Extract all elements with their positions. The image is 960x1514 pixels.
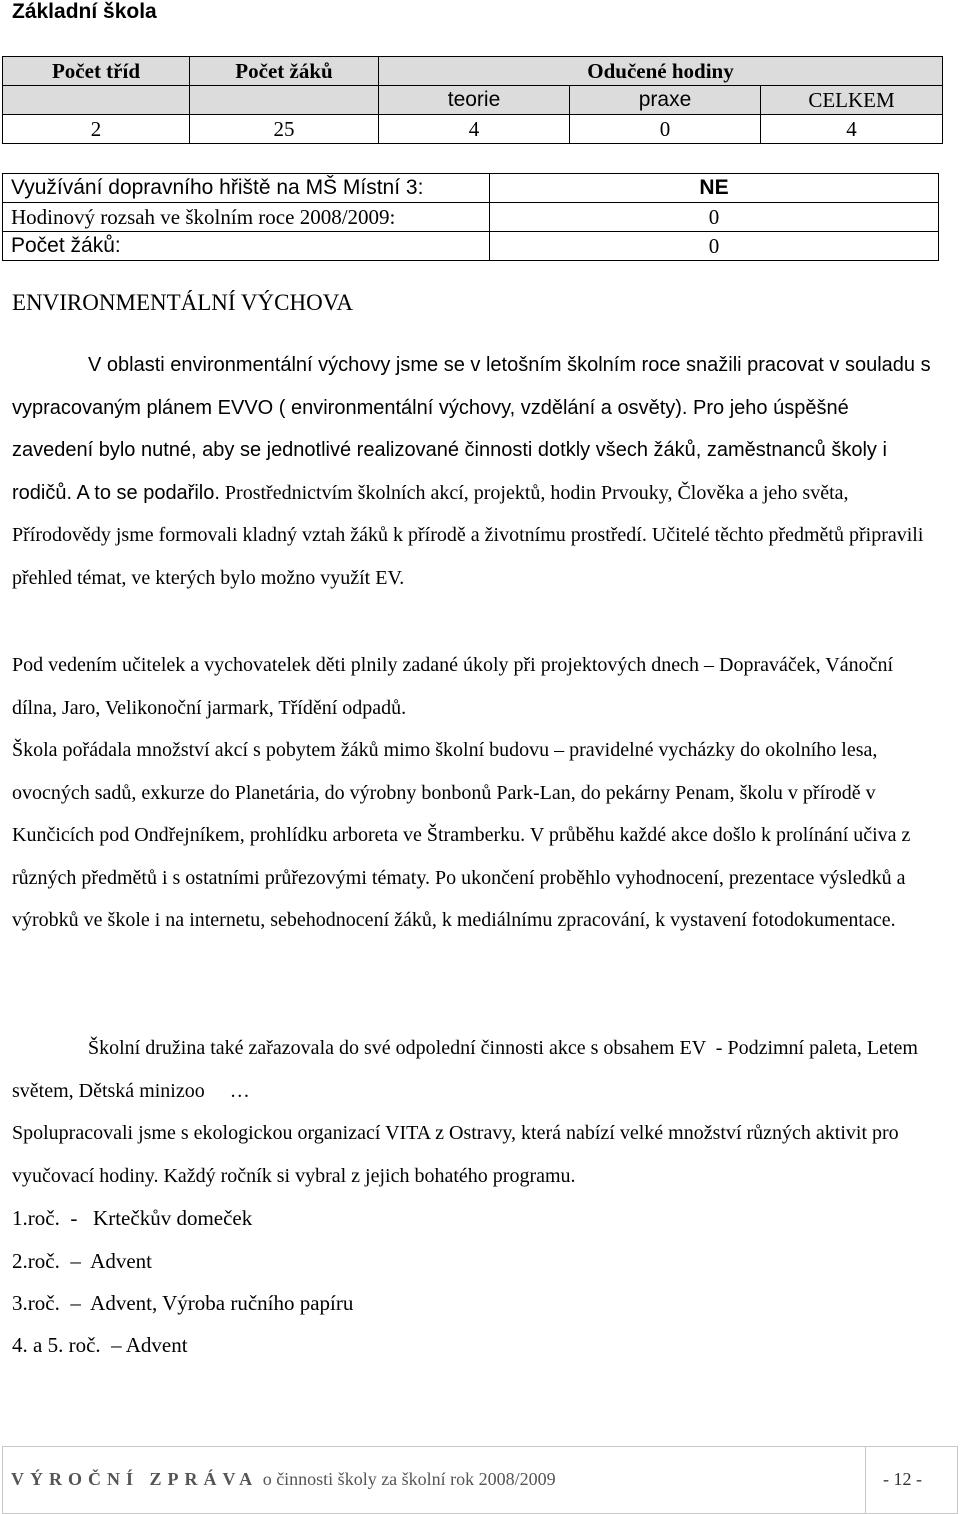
paragraph-3 [12, 729, 932, 942]
subheader-empty-1 [3, 86, 190, 115]
footer-divider [865, 1447, 866, 1513]
table-row [3, 174, 939, 203]
paragraph-3-text: Škola pořádala množství akcí s pobytem žáků mimo školní budovu – pravidelné vycházky do okolního lesa, ovocných sadů, exkurze do Planetária, do výrobny bonbonů Park-Lan, do pekárny Penam, školu v přírodě v Kunčicích pod Ondřejníkem, prohlídku arboreta ve Štramberku. V průběhu každé akce došlo k prolínání učiva z různých předmětů i s ostatními průřezovými tématy. Po ukončení proběhlo vyhodnocení, prezentace výsledků a výrobků ve škole i na internetu, sebehodnocení žáků, k mediálnímu zpracování, k vystavení fotodokumentace. [12, 739, 911, 931]
page-footer [2, 1446, 958, 1514]
paragraph-4 [12, 1027, 932, 1112]
cell-pupils: 25 [190, 115, 379, 144]
usage-label: Využívání dopravního hřiště na MŠ Místní 3: [3, 174, 490, 203]
usage-value: 0 [490, 203, 939, 232]
list-item: 4. a 5. roč. – Advent [12, 1333, 188, 1357]
paragraph-2-text: Pod vedením učitelek a vychovatelek děti plnily zadané úkoly při projektových dnech – Dopraváček, Vánoční dílna, Jaro, Velikonoční jarmark, Třídění odpadů. [12, 654, 894, 719]
paragraph-2 [12, 644, 932, 729]
list-item: 1.roč. - Krtečkův domeček [12, 1206, 253, 1230]
usage-label: Hodinový rozsah ve školním roce 2008/2009: [3, 203, 490, 232]
page-number: - 12 - [883, 1469, 922, 1489]
usage-label: Počet žáků: [3, 232, 490, 261]
paragraph-5 [12, 1112, 932, 1197]
subheader-total: CELKEM [761, 86, 943, 115]
subheader-theory: teorie [379, 86, 570, 115]
usage-table [2, 173, 939, 261]
page-title: Základní škola [12, 0, 157, 23]
usage-value: 0 [490, 232, 939, 261]
footer-title [11, 1469, 556, 1490]
footer-subtitle: o činnosti školy za školní rok 2008/2009 [262, 1469, 556, 1489]
table-row [3, 232, 939, 261]
stats-table [2, 56, 943, 144]
paragraph-1 [12, 344, 932, 599]
footer-spaced-title: VÝROČNÍ ZPRÁVA [11, 1469, 259, 1489]
cell-practice: 0 [570, 115, 761, 144]
paragraph-1-b: Prostřednictvím školních akcí, projektů, hodin Prvouky, Člověka a jeho světa, Přírodovědy jsme formovali kladný vztah žáků k přírodě a životnímu prostředí. Učitelé těchto předmětů připravili přehled témat, ve kterých bylo možno využít EV. [12, 481, 924, 589]
paragraph-1-a: V oblasti environmentální výchovy jsme se v letošním školním roce snažili pracovat v souladu s vypracovaným plánem EVVO ( environmentální výchovy, vzdělání a osvěty). Pro jeho úspěšné zavedení bylo nutné, aby se jednotlivé realizované činnosti dotkly všech žáků, zaměstnanců školy i rodičů. A to se podařilo. [12, 354, 931, 504]
section-heading: ENVIRONMENTÁLNÍ VÝCHOVA [12, 290, 353, 315]
header-classes: Počet tříd [3, 57, 190, 86]
cell-theory: 4 [379, 115, 570, 144]
list-item: 2.roč. – Advent [12, 1249, 152, 1273]
subheader-practice: praxe [570, 86, 761, 115]
usage-value: NE [490, 174, 939, 203]
paragraph-5-text: Spolupracovali jsme s ekologickou organizací VITA z Ostravy, která nabízí velké množství různých aktivit pro vyučovací hodiny. Každý ročník si vybral z jejich bohatého programu. [12, 1122, 899, 1187]
list-item: 3.roč. – Advent, Výroba ručního papíru [12, 1291, 354, 1315]
paragraph-4-text: Školní družina také zařazovala do své odpolední činnosti akce s obsahem EV - Podzimní paleta, Letem světem, Dětská minizoo … [12, 1037, 923, 1102]
cell-total: 4 [761, 115, 943, 144]
subheader-empty-2 [190, 86, 379, 115]
cell-classes: 2 [3, 115, 190, 144]
header-pupils: Počet žáků [190, 57, 379, 86]
header-hours: Odučené hodiny [379, 57, 943, 86]
table-row [3, 203, 939, 232]
